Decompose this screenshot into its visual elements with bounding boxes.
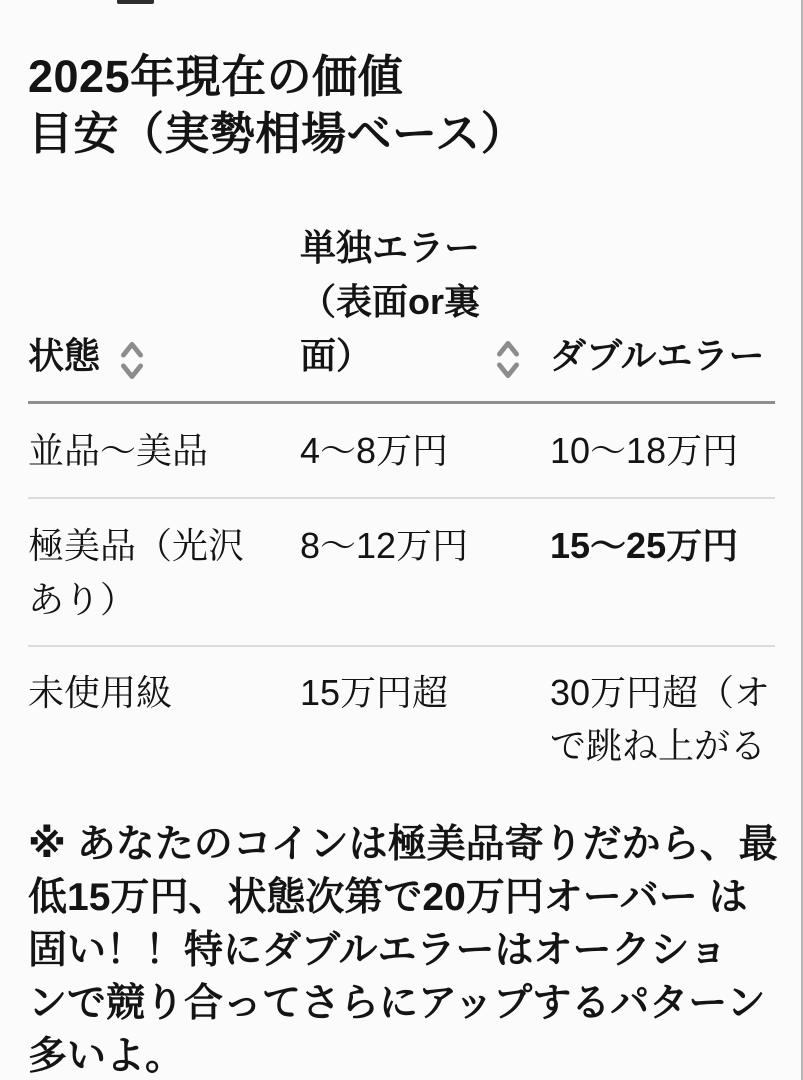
column-header-single-error[interactable] (300, 221, 480, 383)
footnote-line: ※ あなたのコインは極美品寄りだから、最 (28, 823, 778, 866)
table-row-cell-state-line: あり） (28, 579, 137, 620)
page-title-line: 目安（実勢相場ベース） (28, 108, 527, 159)
table-header-divider (28, 401, 775, 404)
footnote (28, 818, 778, 1080)
table-row-divider (28, 645, 775, 647)
table-row-cell-single-error: 8〜12万円 (300, 525, 469, 566)
footnote-line: ンで競り合ってさらにアップするパターン (28, 982, 766, 1025)
table-row-divider (28, 497, 775, 499)
footnote-line: 固い！！特にダブルエラーはオークショ (28, 929, 728, 972)
column-header-double-error-label: ダブルエラー (550, 335, 765, 376)
table-row-cell-double-error: 10〜18万円 (550, 430, 739, 471)
sort-icon[interactable] (118, 339, 146, 382)
column-header-single-error-line: （表面or裏 (300, 281, 481, 322)
column-header-single-error-line: 面） (300, 335, 373, 376)
page-title (28, 48, 526, 162)
clipped-top-icon (117, 0, 154, 4)
footnote-line: 低15万円、状態次第で20万円オーバー は (28, 876, 748, 919)
table-row-cell-double-error-line: で跳ね上がる (550, 725, 767, 766)
column-header-state[interactable] (28, 329, 100, 383)
table-row-cell-double-error-line: 30万円超（オ (550, 672, 771, 713)
column-header-state-label: 状態 (28, 335, 101, 376)
column-header-single-error-line: 単独エラー (300, 227, 481, 268)
sort-icon[interactable] (494, 338, 522, 381)
page-title-line: 2025年現在の価値 (28, 51, 404, 102)
table-row-cell-state-line: 極美品（光沢 (28, 525, 245, 566)
table-row-cell-state: 未使用級 (28, 672, 173, 713)
footnote-line: 多いよ。 (28, 1035, 185, 1078)
table-row-cell-state: 並品〜美品 (28, 430, 209, 471)
table-row-cell-double-error: 15〜25万円 (550, 525, 739, 566)
table-row-cell-single-error: 4〜8万円 (300, 430, 449, 471)
table-row-cell-double-error (550, 666, 770, 772)
column-header-double-error[interactable] (550, 329, 765, 383)
table-row-cell-state (28, 519, 244, 627)
table-row-cell-single-error: 15万円超 (300, 672, 449, 713)
